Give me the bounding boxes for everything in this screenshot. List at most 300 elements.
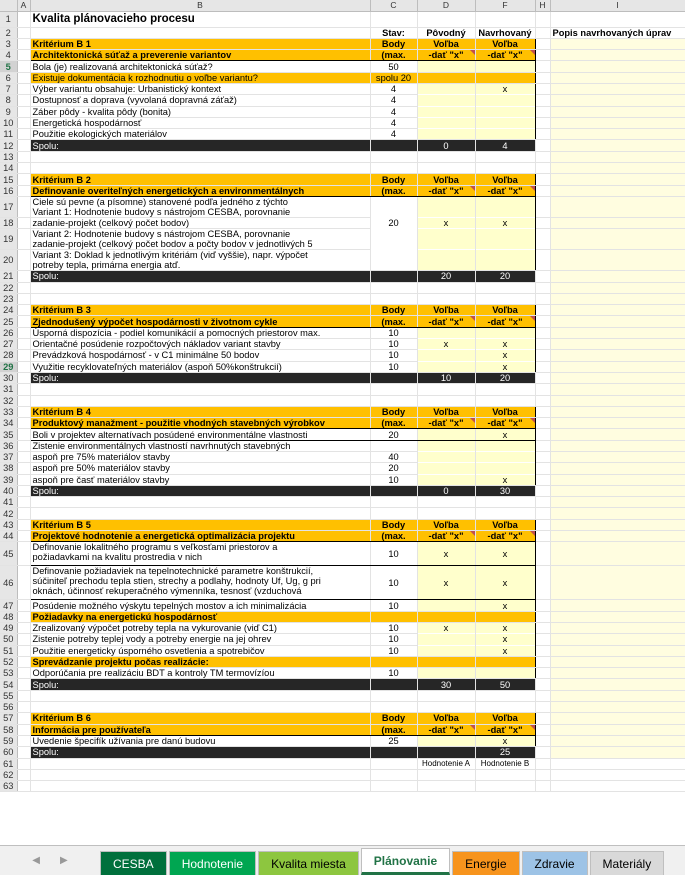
row-header[interactable]: 18: [0, 217, 17, 228]
row-header[interactable]: 61: [0, 758, 17, 769]
body-label[interactable]: Body: [370, 406, 417, 417]
sheet-tab-bar: [0, 845, 685, 875]
b5-section-energy[interactable]: Požiadavky na energetickú hospodárnosť: [30, 611, 370, 622]
row-20: [0, 250, 685, 271]
row-header[interactable]: 33: [0, 406, 17, 417]
column-header-a[interactable]: A: [17, 0, 30, 11]
b3-povodny-cell[interactable]: [417, 327, 475, 338]
row-46: [0, 566, 685, 600]
row-29: [0, 361, 685, 372]
row-header[interactable]: 35: [0, 429, 17, 440]
b1-navrh-cell[interactable]: [475, 117, 535, 128]
b5-r53-navrh[interactable]: [475, 668, 535, 679]
b1-povodny-cell[interactable]: [417, 95, 475, 106]
b4-item-points[interactable]: 10: [370, 474, 417, 485]
b3-spolu-label[interactable]: Spolu:: [30, 372, 370, 383]
b4-navrh-cell[interactable]: [475, 452, 535, 463]
b1-r6-points[interactable]: spolu 20: [370, 72, 417, 83]
b6-subtitle[interactable]: Informácia pre používateľa: [30, 724, 370, 735]
row-header[interactable]: 62: [0, 769, 17, 780]
row-60: [0, 747, 685, 758]
b1-navrh-cell[interactable]: x: [475, 83, 535, 94]
column-header-row: [0, 0, 685, 11]
row-61: [0, 758, 685, 769]
row-header[interactable]: 8: [0, 95, 17, 106]
b4-povodny-cell[interactable]: [417, 463, 475, 474]
b2-spolu-label[interactable]: Spolu:: [30, 271, 370, 282]
row-header[interactable]: 1: [0, 11, 17, 27]
dat-x-label[interactable]: -dať "x": [475, 531, 535, 542]
b3-item-points[interactable]: 10: [370, 361, 417, 372]
popis-header[interactable]: Popis navrhovaných úprav: [550, 27, 685, 38]
row-header[interactable]: 37: [0, 452, 17, 463]
row-62: [0, 769, 685, 780]
dat-x-label[interactable]: -dať "x": [417, 50, 475, 61]
row-header[interactable]: 60: [0, 747, 17, 758]
row-header[interactable]: 39: [0, 474, 17, 485]
row-header[interactable]: 25: [0, 316, 17, 327]
b4-item-label[interactable]: aspoň pre 50% materiálov stavby: [30, 463, 370, 474]
b5-sum-navrh[interactable]: 50: [475, 679, 535, 690]
b5-item-label[interactable]: Použitie energeticky úsporného osvetlenia a spotrebičov: [30, 645, 370, 656]
b1-item-label[interactable]: Dostupnosť a doprava (vyvolaná dopravná záťaž): [30, 95, 370, 106]
b2-sum-povodny[interactable]: 20: [417, 271, 475, 282]
row-header[interactable]: 59: [0, 735, 17, 746]
tab-hodnotenie[interactable]: Hodnotenie: [169, 851, 256, 875]
volba-label[interactable]: Voľba: [475, 406, 535, 417]
row-header[interactable]: 10: [0, 117, 17, 128]
row-49: [0, 622, 685, 633]
row-header[interactable]: 26: [0, 327, 17, 338]
row-header[interactable]: 43: [0, 519, 17, 530]
row-header[interactable]: 34: [0, 418, 17, 429]
row-header[interactable]: 57: [0, 713, 17, 724]
row-header[interactable]: 50: [0, 634, 17, 645]
sheet-title[interactable]: Kvalita plánovacieho procesu: [30, 11, 370, 27]
b3-navrh-cell[interactable]: x: [475, 339, 535, 350]
volba-label[interactable]: Voľba: [417, 519, 475, 530]
volba-label[interactable]: Voľba: [475, 305, 535, 316]
column-header-c[interactable]: C: [370, 0, 417, 11]
row-header[interactable]: 30: [0, 372, 17, 383]
b5-item-points[interactable]: 10: [370, 622, 417, 633]
b1-r5-povodny[interactable]: [417, 61, 475, 72]
body-label[interactable]: Body: [370, 38, 417, 49]
b2-title[interactable]: Kritérium B 2: [30, 174, 370, 185]
b2-points[interactable]: 20: [370, 217, 417, 228]
row-header[interactable]: 6: [0, 72, 17, 83]
tab-planovanie[interactable]: Plánovanie: [361, 848, 450, 875]
b3-item-label[interactable]: Úsporná dispozícia - podiel komunikácií a pomocných priestorov max.: [30, 327, 370, 338]
b4-navrh-cell[interactable]: x: [475, 474, 535, 485]
b2-subtitle[interactable]: Definovanie overiteľných energetických a environmentálnych: [30, 185, 370, 196]
b2-r20-label[interactable]: Variant 3: Doklad k jednotlivým kritériám (viď vyššie), napr. výpočet potreby tepla, primárna energia atď.: [30, 250, 370, 271]
b3-povodny-cell[interactable]: x: [417, 339, 475, 350]
row-header[interactable]: 7: [0, 83, 17, 94]
b3-title[interactable]: Kritérium B 3: [30, 305, 370, 316]
b5-r46-points[interactable]: 10: [370, 566, 417, 600]
row-27: [0, 339, 685, 350]
b5-item-points[interactable]: 10: [370, 634, 417, 645]
b1-povodny-cell[interactable]: [417, 106, 475, 117]
dat-x-label[interactable]: -dať "x": [417, 316, 475, 327]
column-header-d[interactable]: D: [417, 0, 475, 11]
row-12: [0, 140, 685, 151]
tab-energie[interactable]: Energie: [452, 851, 519, 875]
max-label[interactable]: (max.: [370, 724, 417, 735]
row-header[interactable]: 2: [0, 27, 17, 38]
tab-zdravie[interactable]: Zdravie: [522, 851, 588, 875]
b3-sum-povodny[interactable]: 10: [417, 372, 475, 383]
b5-r47-povodny[interactable]: [417, 600, 475, 611]
row-header[interactable]: 28: [0, 350, 17, 361]
b1-r6-label[interactable]: Existuje dokumentácia k rozhodnutiu o voľbe variantu?: [30, 72, 370, 83]
volba-label[interactable]: Voľba: [417, 406, 475, 417]
b1-navrh-cell[interactable]: [475, 129, 535, 140]
row-header[interactable]: 54: [0, 679, 17, 690]
povodny-header[interactable]: Pôvodný: [417, 27, 475, 38]
volba-label[interactable]: Voľba: [475, 713, 535, 724]
b4-r35-points[interactable]: 20: [370, 429, 417, 440]
dat-x-label[interactable]: -dať "x": [417, 185, 475, 196]
row-header[interactable]: 41: [0, 497, 17, 508]
row-14: [0, 163, 685, 174]
b3-item-points[interactable]: 10: [370, 339, 417, 350]
b2-sum-navrh[interactable]: 20: [475, 271, 535, 282]
max-label[interactable]: (max.: [370, 531, 417, 542]
row-header[interactable]: 17: [0, 196, 17, 217]
b2-r18-label[interactable]: zadanie-projekt (celkový počet bodov): [30, 217, 370, 228]
b5-r45-navrh[interactable]: x: [475, 542, 535, 566]
b1-navrh-cell[interactable]: [475, 95, 535, 106]
b5-r47-navrh[interactable]: x: [475, 600, 535, 611]
row-35: [0, 429, 685, 440]
row-38: [0, 463, 685, 474]
b1-title[interactable]: Kritérium B 1: [30, 38, 370, 49]
b4-r35-label[interactable]: Boli v projektev alternatívach posúdené environmentálne vlastnosti: [30, 429, 370, 440]
row-header[interactable]: 20: [0, 250, 17, 271]
b5-r46-label[interactable]: Definovanie požiadaviek na tepelnotechnické parametre konštrukcií, súčiniteľ prechodu tepla stien, strechy a podlahy, hodnoty Uf, Ug, g pri oknách, účinnosť rekuperačného výmenníka, tesnosť (vzduchová: [30, 566, 370, 600]
row-6: [0, 72, 685, 83]
volba-label[interactable]: Voľba: [475, 38, 535, 49]
row-28: [0, 350, 685, 361]
row-33: [0, 406, 685, 417]
row-header[interactable]: 56: [0, 702, 17, 713]
b5-r45-povodny[interactable]: x: [417, 542, 475, 566]
b5-povodny-cell[interactable]: x: [417, 622, 475, 633]
b5-r47-points[interactable]: 10: [370, 600, 417, 611]
dat-x-label[interactable]: -dať "x": [475, 185, 535, 196]
row-header[interactable]: 5: [0, 61, 17, 72]
hodnotenie-b-label[interactable]: Hodnotenie B: [475, 758, 535, 769]
row-57: [0, 713, 685, 724]
b5-navrh-cell[interactable]: x: [475, 645, 535, 656]
b2-navrh[interactable]: x: [475, 217, 535, 228]
b4-r35-navrh[interactable]: x: [475, 429, 535, 440]
row-header[interactable]: 19: [0, 229, 17, 250]
b5-r45-label[interactable]: Definovanie lokalitného programu s veľkosťami priestorov a požiadavkami na kvalitu prostredia v nich: [30, 542, 370, 566]
max-label[interactable]: (max.: [370, 185, 417, 196]
b5-navrh-cell[interactable]: x: [475, 622, 535, 633]
tab-materialy[interactable]: Materiály: [590, 851, 665, 875]
b1-item-label[interactable]: Výber variantu obsahuje: Urbanistický kontext: [30, 83, 370, 94]
row-7: [0, 83, 685, 94]
b4-sum-povodny[interactable]: 0: [417, 485, 475, 496]
row-53: [0, 668, 685, 679]
dat-x-label[interactable]: -dať "x": [417, 724, 475, 735]
b1-item-points[interactable]: 4: [370, 95, 417, 106]
b1-r5-points[interactable]: 50: [370, 61, 417, 72]
b4-item-label[interactable]: aspoň pre časť materiálov stavby: [30, 474, 370, 485]
volba-label[interactable]: Voľba: [417, 38, 475, 49]
row-header[interactable]: 38: [0, 463, 17, 474]
row-header[interactable]: 31: [0, 384, 17, 395]
row-header[interactable]: 32: [0, 395, 17, 406]
b1-r5-navrh[interactable]: [475, 61, 535, 72]
b4-navrh-cell[interactable]: [475, 463, 535, 474]
b3-item-label[interactable]: Využitie recyklovateľných materiálov (aspoň 50%konštrukcií): [30, 361, 370, 372]
row-24: [0, 305, 685, 316]
row-15: [0, 174, 685, 185]
corner-cell[interactable]: [0, 0, 17, 11]
row-43: [0, 519, 685, 530]
navrhovany-header[interactable]: Navrhovaný: [475, 27, 535, 38]
b3-povodny-cell[interactable]: [417, 350, 475, 361]
column-header-b[interactable]: B: [30, 0, 370, 11]
row-header[interactable]: 48: [0, 611, 17, 622]
body-label[interactable]: Body: [370, 713, 417, 724]
row-header[interactable]: 63: [0, 781, 17, 792]
b1-povodny-cell[interactable]: [417, 129, 475, 140]
b5-item-points[interactable]: 10: [370, 645, 417, 656]
hodnotenie-a-label[interactable]: Hodnotenie A: [417, 758, 475, 769]
b4-povodny-cell[interactable]: [417, 452, 475, 463]
row-51: [0, 645, 685, 656]
b5-r53-label[interactable]: Odporúčania pre realizáciu BDT a kontroly TM termovízíou: [30, 668, 370, 679]
b6-sum-navrh[interactable]: 25: [475, 747, 535, 758]
row-41: [0, 497, 685, 508]
b1-subtitle[interactable]: Architektonická súťaž a preverenie variantov: [30, 50, 370, 61]
row-52: [0, 656, 685, 667]
b5-povodny-cell[interactable]: [417, 645, 475, 656]
row-header[interactable]: 27: [0, 339, 17, 350]
scroll-left-icon[interactable]: ◀: [32, 854, 40, 866]
b3-navrh-cell[interactable]: x: [475, 361, 535, 372]
dat-x-label[interactable]: -dať "x": [475, 724, 535, 735]
volba-label[interactable]: Voľba: [417, 713, 475, 724]
b3-item-points[interactable]: 10: [370, 350, 417, 361]
row-header[interactable]: 36: [0, 440, 17, 451]
column-header-i[interactable]: I: [550, 0, 685, 11]
row-header[interactable]: 40: [0, 485, 17, 496]
b1-navrh-cell[interactable]: [475, 106, 535, 117]
volba-label[interactable]: Voľba: [475, 519, 535, 530]
b3-item-label[interactable]: Orientačné posúdenie rozpočtových nákladov variant stavby: [30, 339, 370, 350]
row-header[interactable]: 9: [0, 106, 17, 117]
b5-navrh-cell[interactable]: x: [475, 634, 535, 645]
b1-povodny-cell[interactable]: [417, 83, 475, 94]
b4-item-points[interactable]: 20: [370, 463, 417, 474]
body-label[interactable]: Body: [370, 519, 417, 530]
dat-x-label[interactable]: -dať "x": [475, 418, 535, 429]
max-label[interactable]: (max.: [370, 50, 417, 61]
b1-spolu-label[interactable]: Spolu:: [30, 140, 370, 151]
b1-item-points[interactable]: 4: [370, 117, 417, 128]
row-header[interactable]: 58: [0, 724, 17, 735]
row-1: [0, 11, 685, 27]
volba-label[interactable]: Voľba: [417, 305, 475, 316]
row-header[interactable]: 29: [0, 361, 17, 372]
b1-item-points[interactable]: 4: [370, 83, 417, 94]
row-55: [0, 690, 685, 701]
row-header[interactable]: 55: [0, 690, 17, 701]
b5-sum-povodny[interactable]: 30: [417, 679, 475, 690]
row-32: [0, 395, 685, 406]
b4-sum-navrh[interactable]: 30: [475, 485, 535, 496]
b1-item-label[interactable]: Záber pôdy - kvalita pôdy (bonita): [30, 106, 370, 117]
row-header[interactable]: 46: [0, 566, 17, 600]
row-47: [0, 600, 685, 611]
scroll-right-icon[interactable]: ▶: [60, 854, 68, 866]
b5-r45-points[interactable]: 10: [370, 542, 417, 566]
max-label[interactable]: (max.: [370, 418, 417, 429]
row-11: [0, 129, 685, 140]
b3-navrh-cell[interactable]: x: [475, 350, 535, 361]
b1-sum-povodny[interactable]: 0: [417, 140, 475, 151]
b1-item-label[interactable]: Použitie ekologických materiálov: [30, 129, 370, 140]
row-36: [0, 440, 685, 451]
row-header[interactable]: 49: [0, 622, 17, 633]
b6-r59-povodny[interactable]: [417, 735, 475, 746]
row-2: [0, 27, 685, 38]
row-header[interactable]: 12: [0, 140, 17, 151]
row-header[interactable]: 45: [0, 542, 17, 566]
volba-label[interactable]: Voľba: [475, 174, 535, 185]
b1-r5-label[interactable]: Bola (je) realizovaná architektonická súťaž?: [30, 61, 370, 72]
b6-r59-label[interactable]: Uvedenie špecifík užívania pre danú budovu: [30, 735, 370, 746]
b6-spolu-label[interactable]: Spolu:: [30, 747, 370, 758]
dat-x-label[interactable]: -dať "x": [417, 418, 475, 429]
b5-spolu-label[interactable]: Spolu:: [30, 679, 370, 690]
b1-item-points[interactable]: 4: [370, 129, 417, 140]
b4-item-label[interactable]: aspoň pre 75% materiálov stavby: [30, 452, 370, 463]
row-header[interactable]: 42: [0, 508, 17, 519]
b5-subtitle[interactable]: Projektové hodnotenie a energetická optimalizácia projektu: [30, 531, 370, 542]
b6-r59-navrh[interactable]: x: [475, 735, 535, 746]
row-header[interactable]: 47: [0, 600, 17, 611]
row-58: [0, 724, 685, 735]
max-label[interactable]: (max.: [370, 316, 417, 327]
row-header[interactable]: 52: [0, 656, 17, 667]
tab-kvalita-miesta[interactable]: Kvalita miesta: [258, 851, 359, 875]
b4-povodny-cell[interactable]: [417, 474, 475, 485]
b5-item-label[interactable]: Zrealizovaný výpočet potreby tepla na vykurovanie (viď C1): [30, 622, 370, 633]
b2-r19-label[interactable]: Variant 2: Hodnotenie budovy s nástrojom CESBA, porovnanie zadanie-projekt (celkový počet bodov a počty bodov v jednotlivých 5: [30, 229, 370, 250]
b1-povodny-cell[interactable]: [417, 117, 475, 128]
b3-subtitle[interactable]: Zjednodušený výpočet hospodárnosti v životnom cykle: [30, 316, 370, 327]
volba-label[interactable]: Voľba: [417, 174, 475, 185]
row-42: [0, 508, 685, 519]
row-header[interactable]: 4: [0, 50, 17, 61]
b3-item-points[interactable]: 10: [370, 327, 417, 338]
b2-r17-label[interactable]: Ciele sú pevne (a písomne) stanovené podľa jedného z týchto Variant 1: Hodnotenie budovy s nástrojom CESBA, porovnanie: [30, 196, 370, 217]
b5-r47-label[interactable]: Posúdenie možného výskytu tepelných mostov a ich minimalizácia: [30, 600, 370, 611]
row-header[interactable]: 21: [0, 271, 17, 282]
row-header[interactable]: 15: [0, 174, 17, 185]
b4-subtitle[interactable]: Produktový manažment - použitie vhodných stavebných výrobkov: [30, 418, 370, 429]
b5-section-realization[interactable]: Sprevádzanie projektu počas realizácie:: [30, 656, 370, 667]
b5-r46-povodny[interactable]: x: [417, 566, 475, 600]
row-header[interactable]: 22: [0, 282, 17, 293]
b4-r35-povodny[interactable]: [417, 429, 475, 440]
row-header[interactable]: 16: [0, 185, 17, 196]
b2-povodny[interactable]: x: [417, 217, 475, 228]
stav-label[interactable]: Stav:: [370, 27, 417, 38]
row-header[interactable]: 44: [0, 531, 17, 542]
tab-navigation: [0, 845, 100, 875]
body-label[interactable]: Body: [370, 174, 417, 185]
row-22: [0, 282, 685, 293]
b1-item-label[interactable]: Energetická hospodárnosť: [30, 117, 370, 128]
row-63: [0, 781, 685, 792]
row-34: [0, 418, 685, 429]
row-header[interactable]: 3: [0, 38, 17, 49]
b3-povodny-cell[interactable]: [417, 361, 475, 372]
b1-sum-navrh[interactable]: 4: [475, 140, 535, 151]
b4-spolu-label[interactable]: Spolu:: [30, 485, 370, 496]
row-header[interactable]: 14: [0, 163, 17, 174]
row-header[interactable]: 23: [0, 293, 17, 304]
dat-x-label[interactable]: -dať "x": [475, 316, 535, 327]
b5-item-label[interactable]: Zistenie potreby teplej vody a potreby energie na jej ohrev: [30, 634, 370, 645]
b5-r46-navrh[interactable]: x: [475, 566, 535, 600]
row-header[interactable]: 11: [0, 129, 17, 140]
b4-item-points[interactable]: 40: [370, 452, 417, 463]
row-17: [0, 196, 685, 217]
row-header[interactable]: 53: [0, 668, 17, 679]
b5-povodny-cell[interactable]: [417, 634, 475, 645]
row-54: [0, 679, 685, 690]
dat-x-label[interactable]: -dať "x": [417, 531, 475, 542]
row-5: [0, 61, 685, 72]
b6-title[interactable]: Kritérium B 6: [30, 713, 370, 724]
b5-r53-points[interactable]: 10: [370, 668, 417, 679]
row-13: [0, 151, 685, 162]
row-9: [0, 106, 685, 117]
b4-r36-label[interactable]: Zistenie environmentálnych vlastností navrhnutých stavebných: [30, 440, 370, 451]
row-header[interactable]: 24: [0, 305, 17, 316]
tab-cesba[interactable]: CESBA: [100, 851, 167, 875]
column-header-h[interactable]: H: [535, 0, 550, 11]
row-44: [0, 531, 685, 542]
row-45: [0, 542, 685, 566]
body-label[interactable]: Body: [370, 305, 417, 316]
b5-r53-povodny[interactable]: [417, 668, 475, 679]
row-10: [0, 117, 685, 128]
b6-r59-points[interactable]: 25: [370, 735, 417, 746]
b4-title[interactable]: Kritérium B 4: [30, 406, 370, 417]
column-header-f[interactable]: F: [475, 0, 535, 11]
row-header[interactable]: 13: [0, 151, 17, 162]
b3-sum-navrh[interactable]: 20: [475, 372, 535, 383]
b3-item-label[interactable]: Prevádzková hospodárnosť - v C1 minimálne 50 bodov: [30, 350, 370, 361]
dat-x-label[interactable]: -dať "x": [475, 50, 535, 61]
b1-item-points[interactable]: 4: [370, 106, 417, 117]
b5-title[interactable]: Kritérium B 5: [30, 519, 370, 530]
row-19: [0, 229, 685, 250]
row-header[interactable]: 51: [0, 645, 17, 656]
b3-navrh-cell[interactable]: [475, 327, 535, 338]
